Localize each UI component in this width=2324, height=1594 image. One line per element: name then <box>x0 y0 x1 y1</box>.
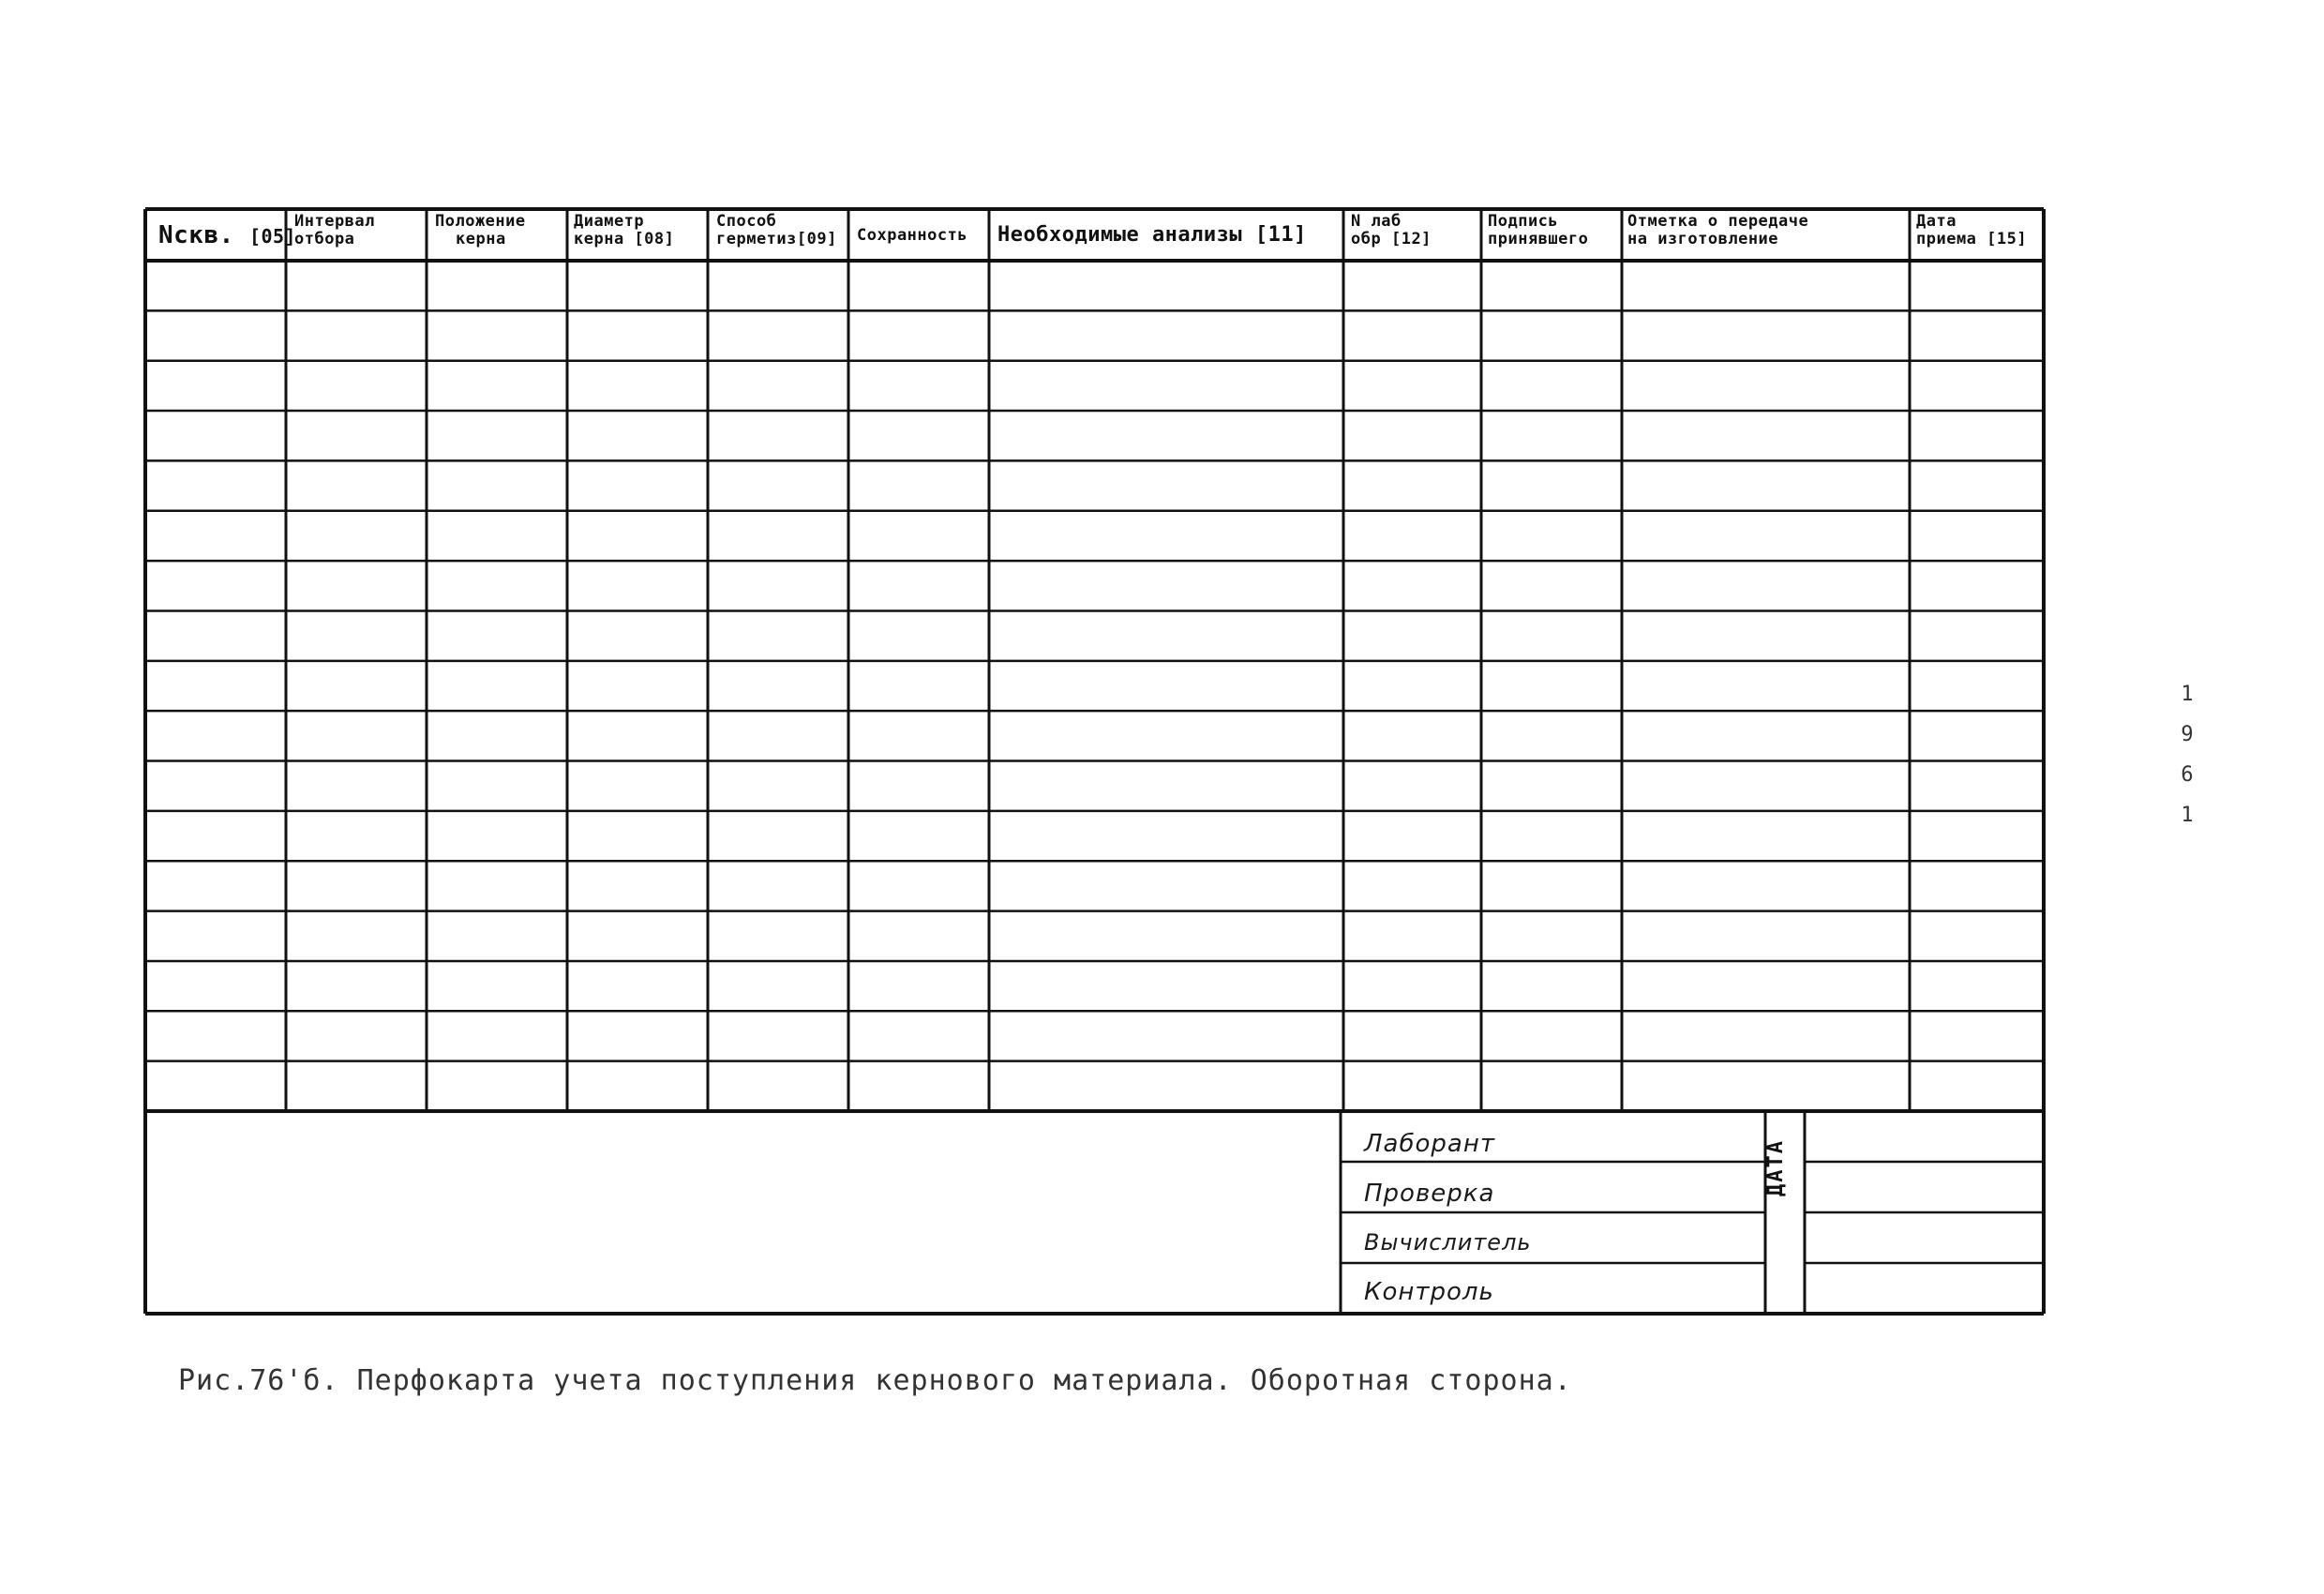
header-core-diameter <box>570 211 708 260</box>
header-preservation <box>853 211 989 260</box>
header-well-number <box>155 211 297 260</box>
header-core-position-line2: керна <box>456 230 506 248</box>
figure-caption: Рис.76'б. Перфокарта учета поступления кернового материала. Оборотная сторона. <box>178 1364 1572 1397</box>
core-intake-form <box>145 209 2044 1316</box>
header-core-diameter-line1: Диаметр <box>574 212 645 231</box>
margin-marks <box>2173 683 2201 851</box>
signature-check: Проверка <box>1364 1180 1495 1208</box>
header-lab-sample-number-code: [12] <box>1390 230 1432 248</box>
header-required-analyses-code: [11] <box>1254 223 1307 247</box>
header-core-position-line1: Положение <box>435 212 526 231</box>
signature-date-label: ДАТА <box>1764 1139 1788 1197</box>
signature-calculator: Вычислитель <box>1364 1229 1532 1256</box>
margin-mark: 1 <box>2181 683 2194 706</box>
header-sampling-interval-line2: отбора <box>294 230 355 248</box>
header-transfer-mark <box>1624 211 1910 260</box>
header-well-number-code: [05] <box>248 225 297 248</box>
header-receipt-date <box>1912 211 2044 260</box>
header-receiver-signature-line1: Подпись <box>1488 212 1559 231</box>
header-core-diameter-code: [08] <box>634 230 675 248</box>
header-core-position <box>431 211 562 260</box>
signature-lab-assistant: Лаборант <box>1364 1130 1496 1158</box>
header-core-diameter-line2: керна <box>574 230 624 248</box>
header-lab-sample-number <box>1347 211 1478 260</box>
header-well-number-label: Nскв. <box>158 221 234 249</box>
header-preservation-label: Сохранность <box>857 226 968 245</box>
header-receipt-date-line1: Дата <box>1916 212 1957 231</box>
header-receiver-signature-line2: принявшего <box>1488 230 1589 248</box>
signature-control: Контроль <box>1364 1278 1494 1306</box>
header-transfer-mark-line2: на изготовление <box>1627 230 1779 248</box>
margin-mark: 9 <box>2181 723 2194 746</box>
header-sealing-method <box>712 211 848 260</box>
header-receiver-signature <box>1484 211 1620 260</box>
margin-mark: 6 <box>2181 763 2194 787</box>
header-required-analyses-label: Необходимые анализы <box>997 223 1243 247</box>
header-required-analyses <box>994 211 1341 260</box>
margin-mark: 1 <box>2181 804 2194 827</box>
header-sealing-method-line2: герметиз <box>716 230 797 248</box>
header-receipt-date-code: [15] <box>1987 230 2028 248</box>
header-sealing-method-code: [09] <box>796 230 837 248</box>
header-sampling-interval <box>291 211 422 260</box>
header-lab-sample-number-line1: N лаб <box>1351 212 1402 231</box>
header-sealing-method-line1: Способ <box>716 212 777 231</box>
header-lab-sample-number-line2: обр <box>1351 230 1382 248</box>
header-transfer-mark-line1: Отметка о передаче <box>1627 212 1809 231</box>
header-receipt-date-line2: приема <box>1916 230 1977 248</box>
header-sampling-interval-line1: Интервал <box>294 212 375 231</box>
